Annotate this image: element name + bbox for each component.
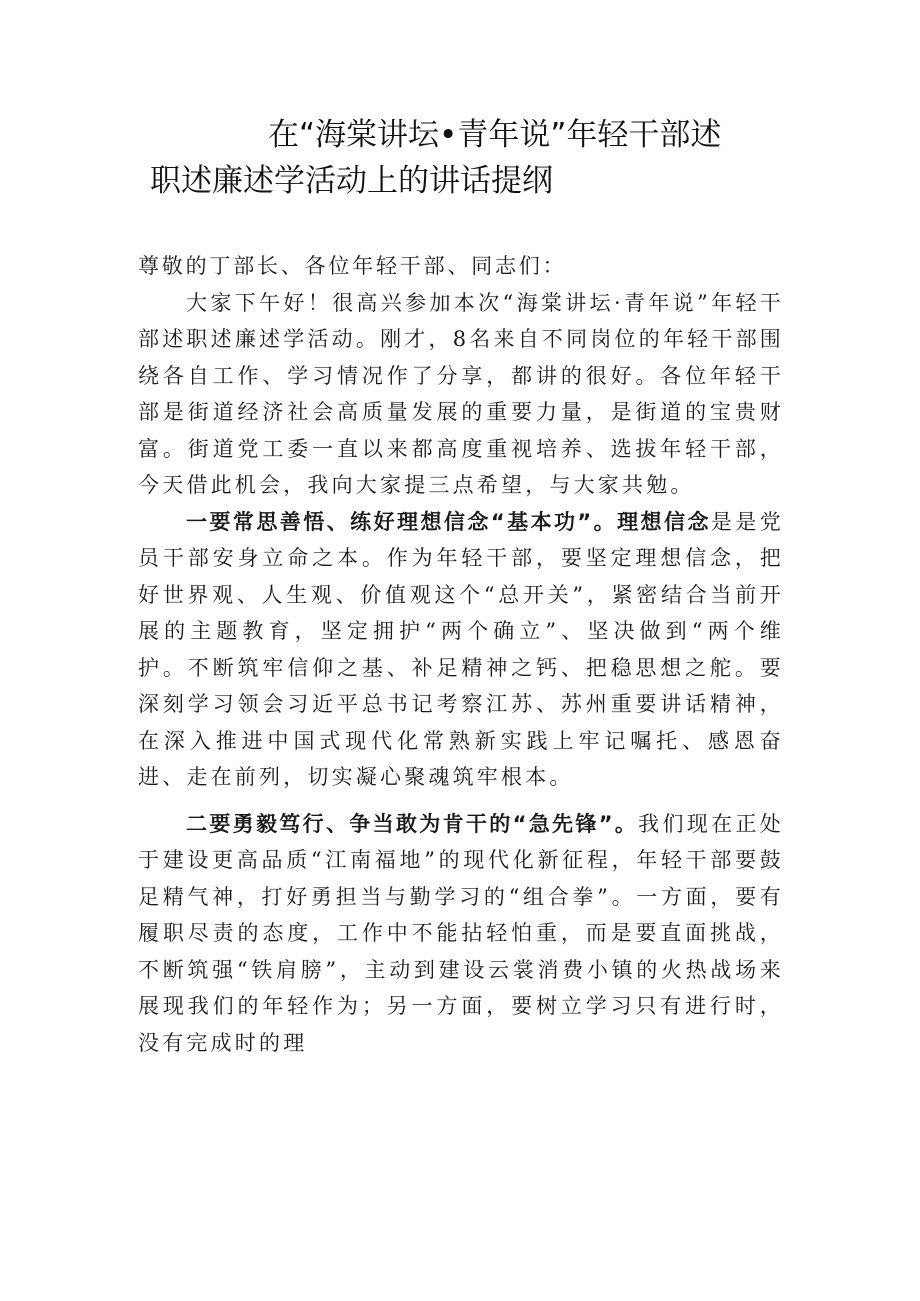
paragraph-gap xyxy=(138,796,784,806)
title-line-1: 在“海棠讲坛•青年说”年轻干部述 xyxy=(268,117,722,153)
point-1-heading: 一要常思善悟、练好理想信念“基本功”。理想信念 xyxy=(186,509,711,534)
paragraph-point-2 xyxy=(138,806,784,1062)
document-title xyxy=(150,112,810,204)
point-2-body: 我们现在正处于建设更高品质“江南福地”的现代化新征程，年轻干部要鼓足精气神，打好勇担当与勤学习的“组合拳”。一方面，要有履职尽责的态度，工作中不能拈轻怕重，而是要直面挑战，不断筑强“铁肩膀”，主动到建设云裳消费小镇的火热战场来展现我们的年轻作为；另一方面，要树立学习只有进行时，没有完成时的理 xyxy=(138,811,784,1055)
document-body xyxy=(138,248,784,1061)
point-1-body: 是是党员干部安身立命之本。作为年轻干部，要坚定理想信念，把好世界观、人生观、价值观这个“总开关”，紧密结合当前开展的主题教育，坚定拥护“两个确立”、坚决做到“两个维护。不断筑牢信仰之基、补足精神之钙、把稳思想之舵。要深刻学习领会习近平总书记考察江苏、苏州重要讲话精神，在深入推进中国式现代化常熟新实践上牢记嘱托、感恩奋进、走在前列，切实凝心聚魂筑牢根本。 xyxy=(138,509,785,789)
paragraph-point-1 xyxy=(138,504,784,796)
title-line-2: 职述廉述学活动上的讲话提纲 xyxy=(150,163,553,199)
point-2-heading: 二要勇毅笃行、争当敢为肯干的“急先锋”。 xyxy=(186,811,639,836)
paragraph-opening: 大家下午好！很高兴参加本次“海棠讲坛·青年说”年轻干部述职述廉述学活动。刚才，8名来自不同岗位的年轻干部围绕各自工作、学习情况作了分享，都讲的很好。各位年轻干部是街道经济社会高质量发展的重要力量，是街道的宝贵财富。街道党工委一直以来都高度重视培养、选拔年轻干部，今天借此机会，我向大家提三点希望，与大家共勉。 xyxy=(138,290,784,497)
salutation: 尊敬的丁部长、各位年轻干部、同志们： xyxy=(138,254,567,278)
